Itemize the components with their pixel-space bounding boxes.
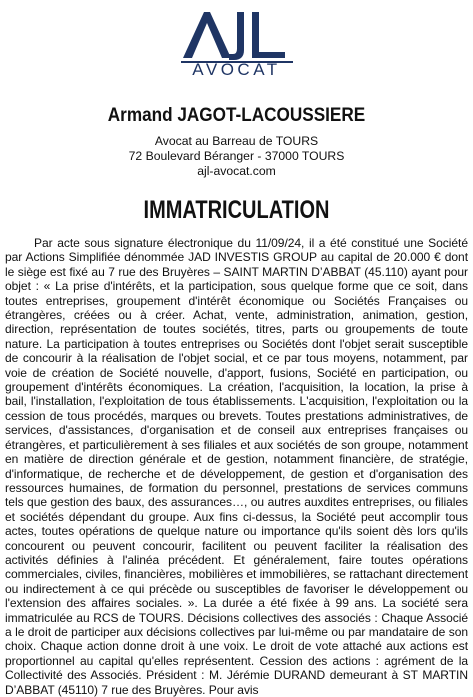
notice-heading: IMMATRICULATION bbox=[143, 196, 330, 224]
lawyer-website: ajl-avocat.com bbox=[197, 164, 276, 178]
logo-subtitle: AVOCAT bbox=[192, 60, 281, 79]
lawyer-name: Armand JAGOT-LACOUSSIERE bbox=[107, 104, 366, 126]
ajl-monogram-logo bbox=[177, 8, 297, 64]
notice-body: Par acte sous signature électronique du 11/09/24, il a été constitué une Société par Actions Simplifiée dénommée JAD INVESTIS GROUP au capital de 20.000 € dont le siège est fixé au 7 rue des Bruyères – SAINT MARTIN D’ABBAT (45.110) ayant pour objet : « La prise d'intérêts, et la participation, sous quelque forme que ce soit, dans toutes entreprises, groupement d'intérêt économique ou Sociétés Françaises ou étrangères, créées ou à créer. Achat, vente, administration, animation, gestion, direction, représentation de toutes sociétés, titres, parts ou groupements de toute nature. La participation à toutes entreprises ou Sociétés dont l'objet serait susceptible de concourir à la réalisation de l'objet social, et ce par tous moyens, notamment, par voie de création de Société nouvelle, d'apport, fusions, Société en participation, ou groupement d'intérêts économiques. La création, l'acquisition, la location, la prise à bail, l'installation, l'exploitation de tous établissements. L'acquisition, l'exploitation ou la cession de tous procédés, marques ou brevets. Toutes prestations administratives, de services, d'assistances, d'organisation et de conseil aux entreprises françaises ou étrangères, et particulièrement à ses filiales et aux sociétés de son groupe, notamment en matière de direction générale et de gestion, notamment financière, de stratégie, d'informatique, de recherche et de développement, de gestion et d'organisation des ressources humaines, de formation du personnel, prestations de services communs tels que gestion des baux, des assurances…, ou autres auxdites entreprises, ou filiales et sociétés dépendant du groupe. Aux fins ci-dessus, la Société peut accomplir tous actes, toutes opérations de quelque nature ou importance qu'ils soient dès lors qu'ils concourent ou peuvent concourir, facilitent ou peuvent faciliter la réalisation des activités définies à l'alinéa précédent. Et généralement, faire toutes opérations commerciales, civiles, financières, mobilières et immobilières, se rattachant directement ou indirectement à ce qui précède ou susceptibles de favoriser le développement ou l'extension des affaires sociales. ». La durée a été fixée à 99 ans. La société sera immatriculée au RCS de TOURS. Décisions collectives des associés : Chaque Associé a le droit de participer aux décisions collectives par lui-même ou par mandataire de son choix. Chaque action donne droit à une voix. Le droit de vote attaché aux actions est proportionnel au capital qu'elles représentent. Cession des actions : agrément de la Collectivité des Associés. Président : M. Jérémie DURAND demeurant à ST MARTIN D’ABBAT (45110) 7 rue des Bruyères. Pour avis bbox=[5, 236, 468, 697]
lawyer-title: Avocat au Barreau de TOURS bbox=[154, 134, 319, 148]
lawyer-address: 72 Boulevard Béranger - 37000 TOURS bbox=[128, 149, 345, 163]
